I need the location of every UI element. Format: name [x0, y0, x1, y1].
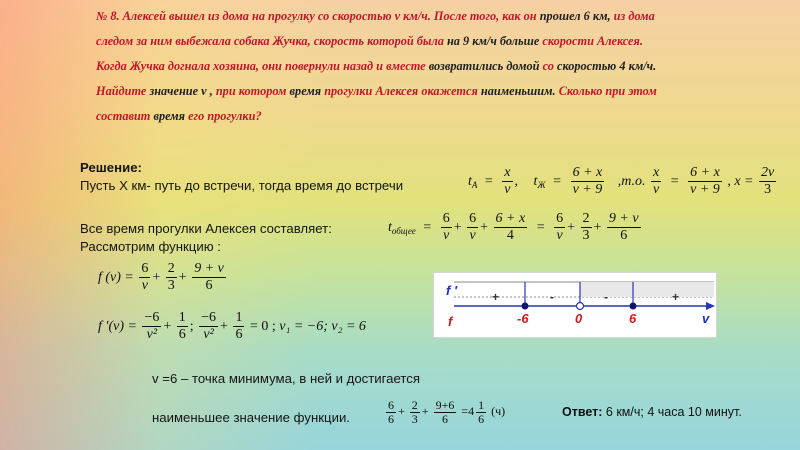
solution-line2: Все время прогулки Алексея составляет: [80, 221, 332, 236]
derivative-formula: f ′(v) = $\frac{-6}{\text{v²}}$ + $\frac{1}{6}$ ; $\frac{-6}{\text{v²}}$ + $\frac{1}{6}$ = 0 ; v₁ = −6; v₂ = 6 [98, 310, 366, 342]
conclusion-line1: v =6 – точка минимума, в ней и достигается [152, 371, 421, 386]
total-time-formula: $t_{общее}$ = $\frac{6}{v}$ + $\frac{6}{v}$ + $\frac{6 + x}{4}$ = $\frac{6}{v}$ + $\frac{2}{3}$ + $\frac{9 + v}{6}$ [388, 211, 639, 243]
answer [562, 405, 742, 419]
solution-line3: Рассмотрим функцию : [80, 239, 221, 254]
sign-chart [433, 272, 717, 338]
final-computation: $\frac{6}{6}$ + $\frac{2}{3}$ + $\frac{9+6}{6}$ =4 $\frac{1}{6}$ (ч) [388, 398, 506, 426]
function-formula: f (v) = $\frac{6}{v}$ + $\frac{2}{3}$ + $\frac{9 + v}{6}$ [98, 261, 224, 293]
sign-4: + [672, 290, 680, 304]
conclusion-line2: наименьшее значение функции. [152, 410, 350, 425]
point-6 [630, 303, 637, 310]
answer-label: Ответ: [562, 405, 603, 419]
solution-line1: Пусть Х км- путь до встречи, тогда время до встречи [80, 178, 404, 193]
point-minus6 [522, 303, 529, 310]
problem-statement: № 8. Алексей вышел из дома на прогулку со скоростью v км/ч. После того, как он прошел 6 км, из дома следом за ним выбежала собака Жучка, скорость которой была на 9 км/ч больше скорости Алексея. Когда Жучка догнала хозяина, они повернули назад и вместе возвратились домой со скоростью 4 км/ч. Найдите значение v , при котором время прогулки Алексея окажется наименьшим. Сколько при этом составит время его прогулки? [96, 9, 657, 123]
f-prime-label: f ′ [446, 283, 458, 298]
answer-text: 6 км/ч; 4 часа 10 минут. [602, 405, 742, 419]
tick-label-6: 6 [629, 311, 637, 326]
solution-heading: Решение: [80, 160, 142, 175]
sign-chart-svg [434, 273, 718, 339]
point-0 [577, 303, 584, 310]
time-formulas: $t_A$ = $\frac{x}{v}$ , $t_Ж$ = $\frac{6 + x}{v + 9}$ ,т.о. $\frac{x}{v}$ = $\frac{6 + x}{v + 9}$ , x = $\frac{2v}{3}$ [468, 165, 775, 197]
f-label: f [448, 314, 453, 329]
sign-1: + [492, 290, 500, 304]
axis-arrow [706, 302, 715, 310]
tick-label-0: 0 [575, 311, 583, 326]
axis-var-label: v [702, 311, 710, 326]
problem-number: № 8. [96, 9, 120, 23]
shaded-region [580, 282, 714, 297]
sign-3: - [604, 290, 608, 304]
tick-label-minus6: -6 [517, 311, 529, 326]
sign-2: - [550, 290, 554, 304]
